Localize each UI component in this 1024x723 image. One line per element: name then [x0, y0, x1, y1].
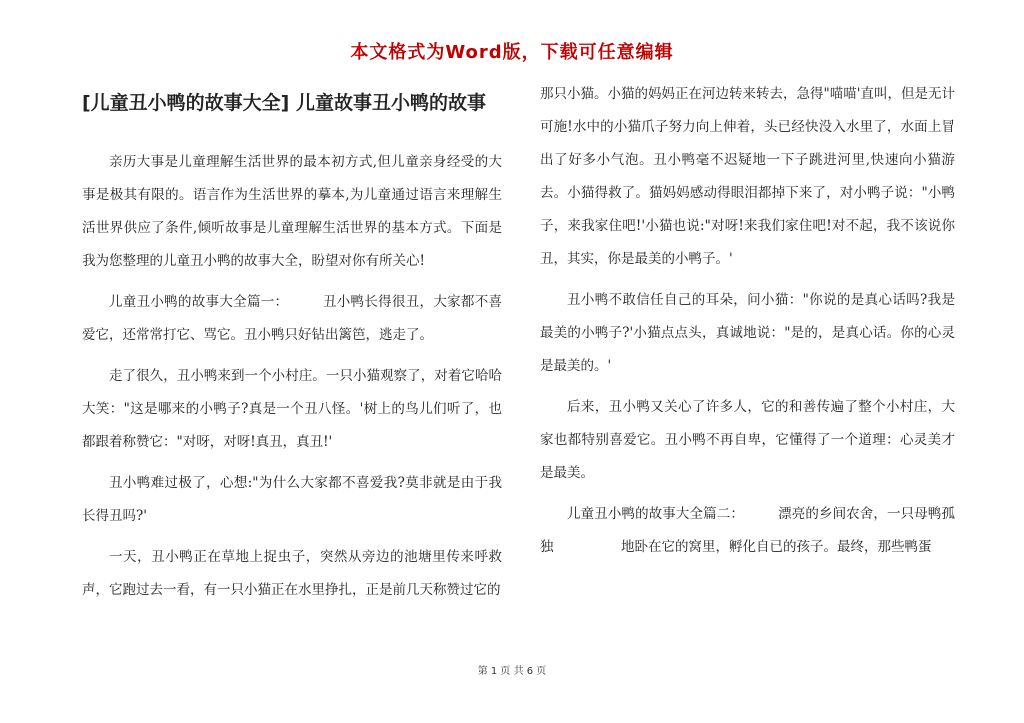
paragraph: 儿童丑小鸭的故事大全篇二： 漂亮的乡间农舍，一只母鸭孤独 地卧在它的窝里，孵化自已的孩子。最终，那些鸭蛋: [540, 506, 955, 555]
paragraph: 丑小鸭难过极了，心想:"为什么大家都不喜爱我?莫非就是由于我长得丑吗?': [82, 475, 502, 524]
paragraph: 后来，丑小鸭又关心了许多人，它的和善传遍了整个小村庄，大家也都特别喜爱它。丑小鸭不再自卑，它懂得了一个道理：心灵美才是最美。: [540, 399, 955, 481]
paragraph: 那只小猫。小猫的妈妈正在河边转来转去，急得"喵喵'直叫，但是无计可施!水中的小猫爪子努力向上伸着，头已经快没入水里了，水面上冒出了好多小气泡。丑小鸭毫不迟疑地一下子跳进河里,快速向小猫游去。小猫得救了。猫妈妈感动得眼泪都掉下来了，对小鸭子说："小鸭子，来我家住吧!'小猫也说:"对呀!来我们家住吧!对不起，我不该说你丑，其实，你是最美的小鸭子。': [540, 86, 955, 267]
page-number: 第 1 页 共 6 页: [477, 666, 547, 677]
document-title: [儿童丑小鸭的故事大全] 儿童故事丑小鸭的故事: [82, 92, 486, 114]
paragraph: 亲历大事是儿童理解生活世界的最本初方式,但儿童亲身经受的大事是极其有限的。语言作为生活世界的摹本,为儿童通过语言来理解生活世界供应了条件,倾听故事是儿童理解生活世界的基本方式。下面是我为您整理的儿童丑小鸭的故事大全，盼望对你有所关心!: [82, 154, 502, 269]
left-column: [82, 80, 502, 615]
paragraph: 一天，丑小鸭正在草地上捉虫子，突然从旁边的池塘里传来呼救声，它跑过去一看，有一只小猫正在水里挣扎，正是前几天称赞过它的: [82, 549, 502, 598]
paragraph: 丑小鸭不敢信任自己的耳朵，问小猫："你说的是真心话吗?我是最美的小鸭子?'小猫点点头，真诚地说："是的，是真心话。你的心灵是最美的。': [540, 292, 955, 374]
right-column: [540, 78, 955, 572]
paragraph: 走了很久，丑小鸭来到一个小村庄。一只小猫观察了，对着它哈哈大笑："这是哪来的小鸭子?真是一个丑八怪。'树上的鸟儿们听了，也都跟着称赞它："对呀，对呀!真丑，真丑!': [82, 368, 502, 450]
edit-banner: 本文格式为Word版，下载可任意编辑: [350, 42, 674, 63]
paragraph: 儿童丑小鸭的故事大全篇一： 丑小鸭长得很丑，大家都不喜爱它，还常常打它、骂它。丑小鸭只好钻出篱笆，逃走了。: [82, 294, 502, 343]
